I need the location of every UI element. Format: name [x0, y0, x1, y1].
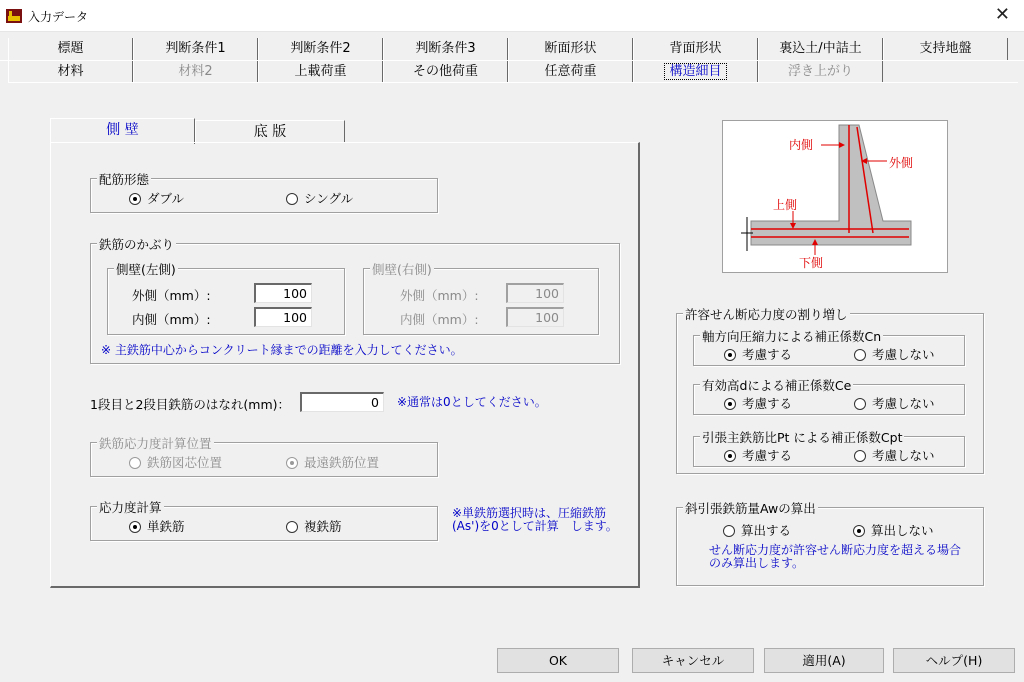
stress-position-legend: 鉄筋応力度計算位置	[99, 436, 212, 451]
help-button[interactable]: ヘルプ(H)	[893, 648, 1015, 673]
shear-increase-group	[676, 307, 984, 474]
cover-group	[90, 237, 620, 364]
diagram-outer-label: 外側	[889, 156, 914, 170]
right-inner-label: 内側（mm）:	[400, 312, 479, 327]
left-outer-input[interactable]: 100	[254, 283, 312, 303]
app-icon	[6, 9, 22, 23]
tab-backfill[interactable]: 裏込土/中詰土	[758, 38, 883, 60]
radio-dot	[286, 193, 298, 205]
radio-aw-no-calc[interactable]	[853, 521, 934, 539]
radio-farthest-rebar-label: 最遠鉄筋位置	[304, 455, 380, 470]
spacing-input[interactable]: 0	[300, 392, 384, 412]
radio-cpt-ignore[interactable]	[854, 446, 935, 464]
right-wall-legend: 側壁(右側)	[372, 262, 432, 277]
tab-section-shape[interactable]: 断面形状	[508, 38, 633, 60]
spacing-label: 1段目と2段目鉄筋のはなれ(mm)：	[90, 397, 291, 412]
ce-group	[693, 378, 965, 415]
tab-title[interactable]: 標題	[8, 38, 133, 60]
radio-double-rebar[interactable]	[286, 517, 342, 535]
tab-surcharge[interactable]: 上載荷重	[258, 61, 383, 83]
tab-judge-3[interactable]: 判断条件3	[383, 38, 508, 60]
left-outer-label: 外側（mm）:	[132, 288, 211, 303]
radio-dot	[724, 450, 736, 462]
cover-legend: 鉄筋のかぶり	[99, 237, 175, 252]
radio-dot	[724, 349, 736, 361]
close-icon[interactable]: ✕	[994, 4, 1010, 25]
radio-cpt-consider[interactable]	[724, 446, 792, 464]
radio-cn-ignore[interactable]	[854, 345, 935, 363]
radio-aw-calc[interactable]	[723, 521, 791, 539]
radio-farthest-rebar	[286, 453, 379, 471]
stress-calc-group	[90, 500, 438, 541]
radio-double-label: ダブル	[147, 191, 185, 206]
radio-ce-ignore[interactable]	[854, 394, 935, 412]
stress-calc-note: ※単鉄筋選択時は、圧縮鉄筋(As')を0として計算 します。	[452, 506, 618, 533]
radio-dot	[854, 349, 866, 361]
apply-button[interactable]: 適用(A)	[764, 648, 884, 673]
tab-ground[interactable]: 支持地盤	[883, 38, 1008, 60]
tab-judge-1[interactable]: 判断条件1	[133, 38, 258, 60]
radio-dot	[853, 525, 865, 537]
diagram-upper-label: 上側	[773, 198, 798, 212]
cover-note: ※ 主鉄筋中心からコンクリート縁までの距離を入力してください。	[101, 343, 463, 357]
radio-cn-consider-label: 考慮する	[742, 347, 793, 362]
radio-ce-ignore-label: 考慮しない	[872, 396, 935, 411]
radio-rebar-center	[129, 453, 222, 471]
radio-cn-consider[interactable]	[724, 345, 792, 363]
tab-other-load[interactable]: その他荷重	[383, 61, 508, 83]
diagram-lower-label: 下側	[799, 256, 824, 270]
tab-material[interactable]: 材料	[8, 61, 133, 83]
radio-single-label: シングル	[304, 191, 354, 206]
radio-single-rebar-label: 単鉄筋	[147, 519, 185, 534]
rebar-form-group	[90, 172, 438, 213]
tab-uplift: 浮き上がり	[758, 61, 883, 83]
left-wall-group	[107, 262, 345, 335]
radio-dot	[129, 457, 141, 469]
radio-aw-no-calc-label: 算出しない	[871, 523, 934, 538]
title-bar	[0, 0, 1024, 32]
radio-dot	[724, 398, 736, 410]
radio-cpt-ignore-label: 考慮しない	[872, 448, 935, 463]
subtab-bottom-slab[interactable]: 底 版	[195, 120, 345, 142]
tab-divider	[0, 60, 1024, 61]
radio-dot	[286, 521, 298, 533]
cancel-button[interactable]: キャンセル	[632, 648, 754, 673]
stress-calc-legend: 応力度計算	[99, 500, 162, 515]
radio-dot	[286, 457, 298, 469]
aw-group	[676, 501, 984, 586]
spacing-note: ※通常は0としてください。	[397, 395, 547, 409]
radio-cpt-consider-label: 考慮する	[742, 448, 793, 463]
radio-dot	[854, 450, 866, 462]
wall-section-drawing	[723, 121, 949, 274]
tab-back-shape[interactable]: 背面形状	[633, 38, 758, 60]
tab-structural-detail[interactable]	[633, 61, 758, 83]
radio-dot	[129, 193, 141, 205]
left-inner-input[interactable]: 100	[254, 307, 312, 327]
radio-ce-consider[interactable]	[724, 394, 792, 412]
ce-legend: 有効高dによる補正係数Ce	[702, 378, 852, 393]
cn-legend: 軸方向圧縮力による補正係数Cn	[702, 329, 882, 344]
right-outer-input: 100	[506, 283, 564, 303]
radio-rebar-center-label: 鉄筋図芯位置	[147, 455, 223, 470]
radio-double[interactable]	[129, 189, 184, 207]
window-title: 入力データ	[28, 10, 89, 24]
radio-single[interactable]	[286, 189, 353, 207]
tab-arbitrary-load[interactable]: 任意荷重	[508, 61, 633, 83]
tab-structural-detail-label: 構造細目	[665, 64, 725, 79]
subtab-side-wall[interactable]: 側 壁	[50, 118, 195, 144]
radio-dot	[129, 521, 141, 533]
radio-double-rebar-label: 複鉄筋	[304, 519, 342, 534]
radio-ce-consider-label: 考慮する	[742, 396, 793, 411]
cn-group	[693, 329, 965, 366]
diagram-inner-label: 内側	[789, 138, 814, 152]
aw-note: せん断応力度が許容せん断応力度を超える場合のみ算出します。	[709, 543, 962, 570]
radio-single-rebar[interactable]	[129, 517, 185, 535]
shear-increase-legend: 許容せん断応力度の割り増し	[685, 307, 848, 322]
radio-dot	[723, 525, 735, 537]
radio-aw-calc-label: 算出する	[741, 523, 792, 538]
left-inner-label: 内側（mm）:	[132, 312, 211, 327]
radio-cn-ignore-label: 考慮しない	[872, 347, 935, 362]
cover-diagram	[722, 120, 948, 273]
tab-material-2: 材料2	[133, 61, 258, 83]
cpt-group	[693, 430, 965, 467]
rebar-form-legend: 配筋形態	[99, 172, 150, 187]
ok-button[interactable]: OK	[497, 648, 619, 673]
left-wall-legend: 側壁(左側)	[116, 262, 176, 277]
stress-position-group	[90, 436, 438, 477]
right-inner-input: 100	[506, 307, 564, 327]
right-outer-label: 外側（mm）:	[400, 288, 479, 303]
aw-legend: 斜引張鉄筋量Awの算出	[685, 501, 816, 516]
radio-dot	[854, 398, 866, 410]
cpt-legend: 引張主鉄筋比Pt による補正係数Cpt	[702, 430, 903, 445]
right-wall-group	[363, 262, 599, 335]
tab-judge-2[interactable]: 判断条件2	[258, 38, 383, 60]
